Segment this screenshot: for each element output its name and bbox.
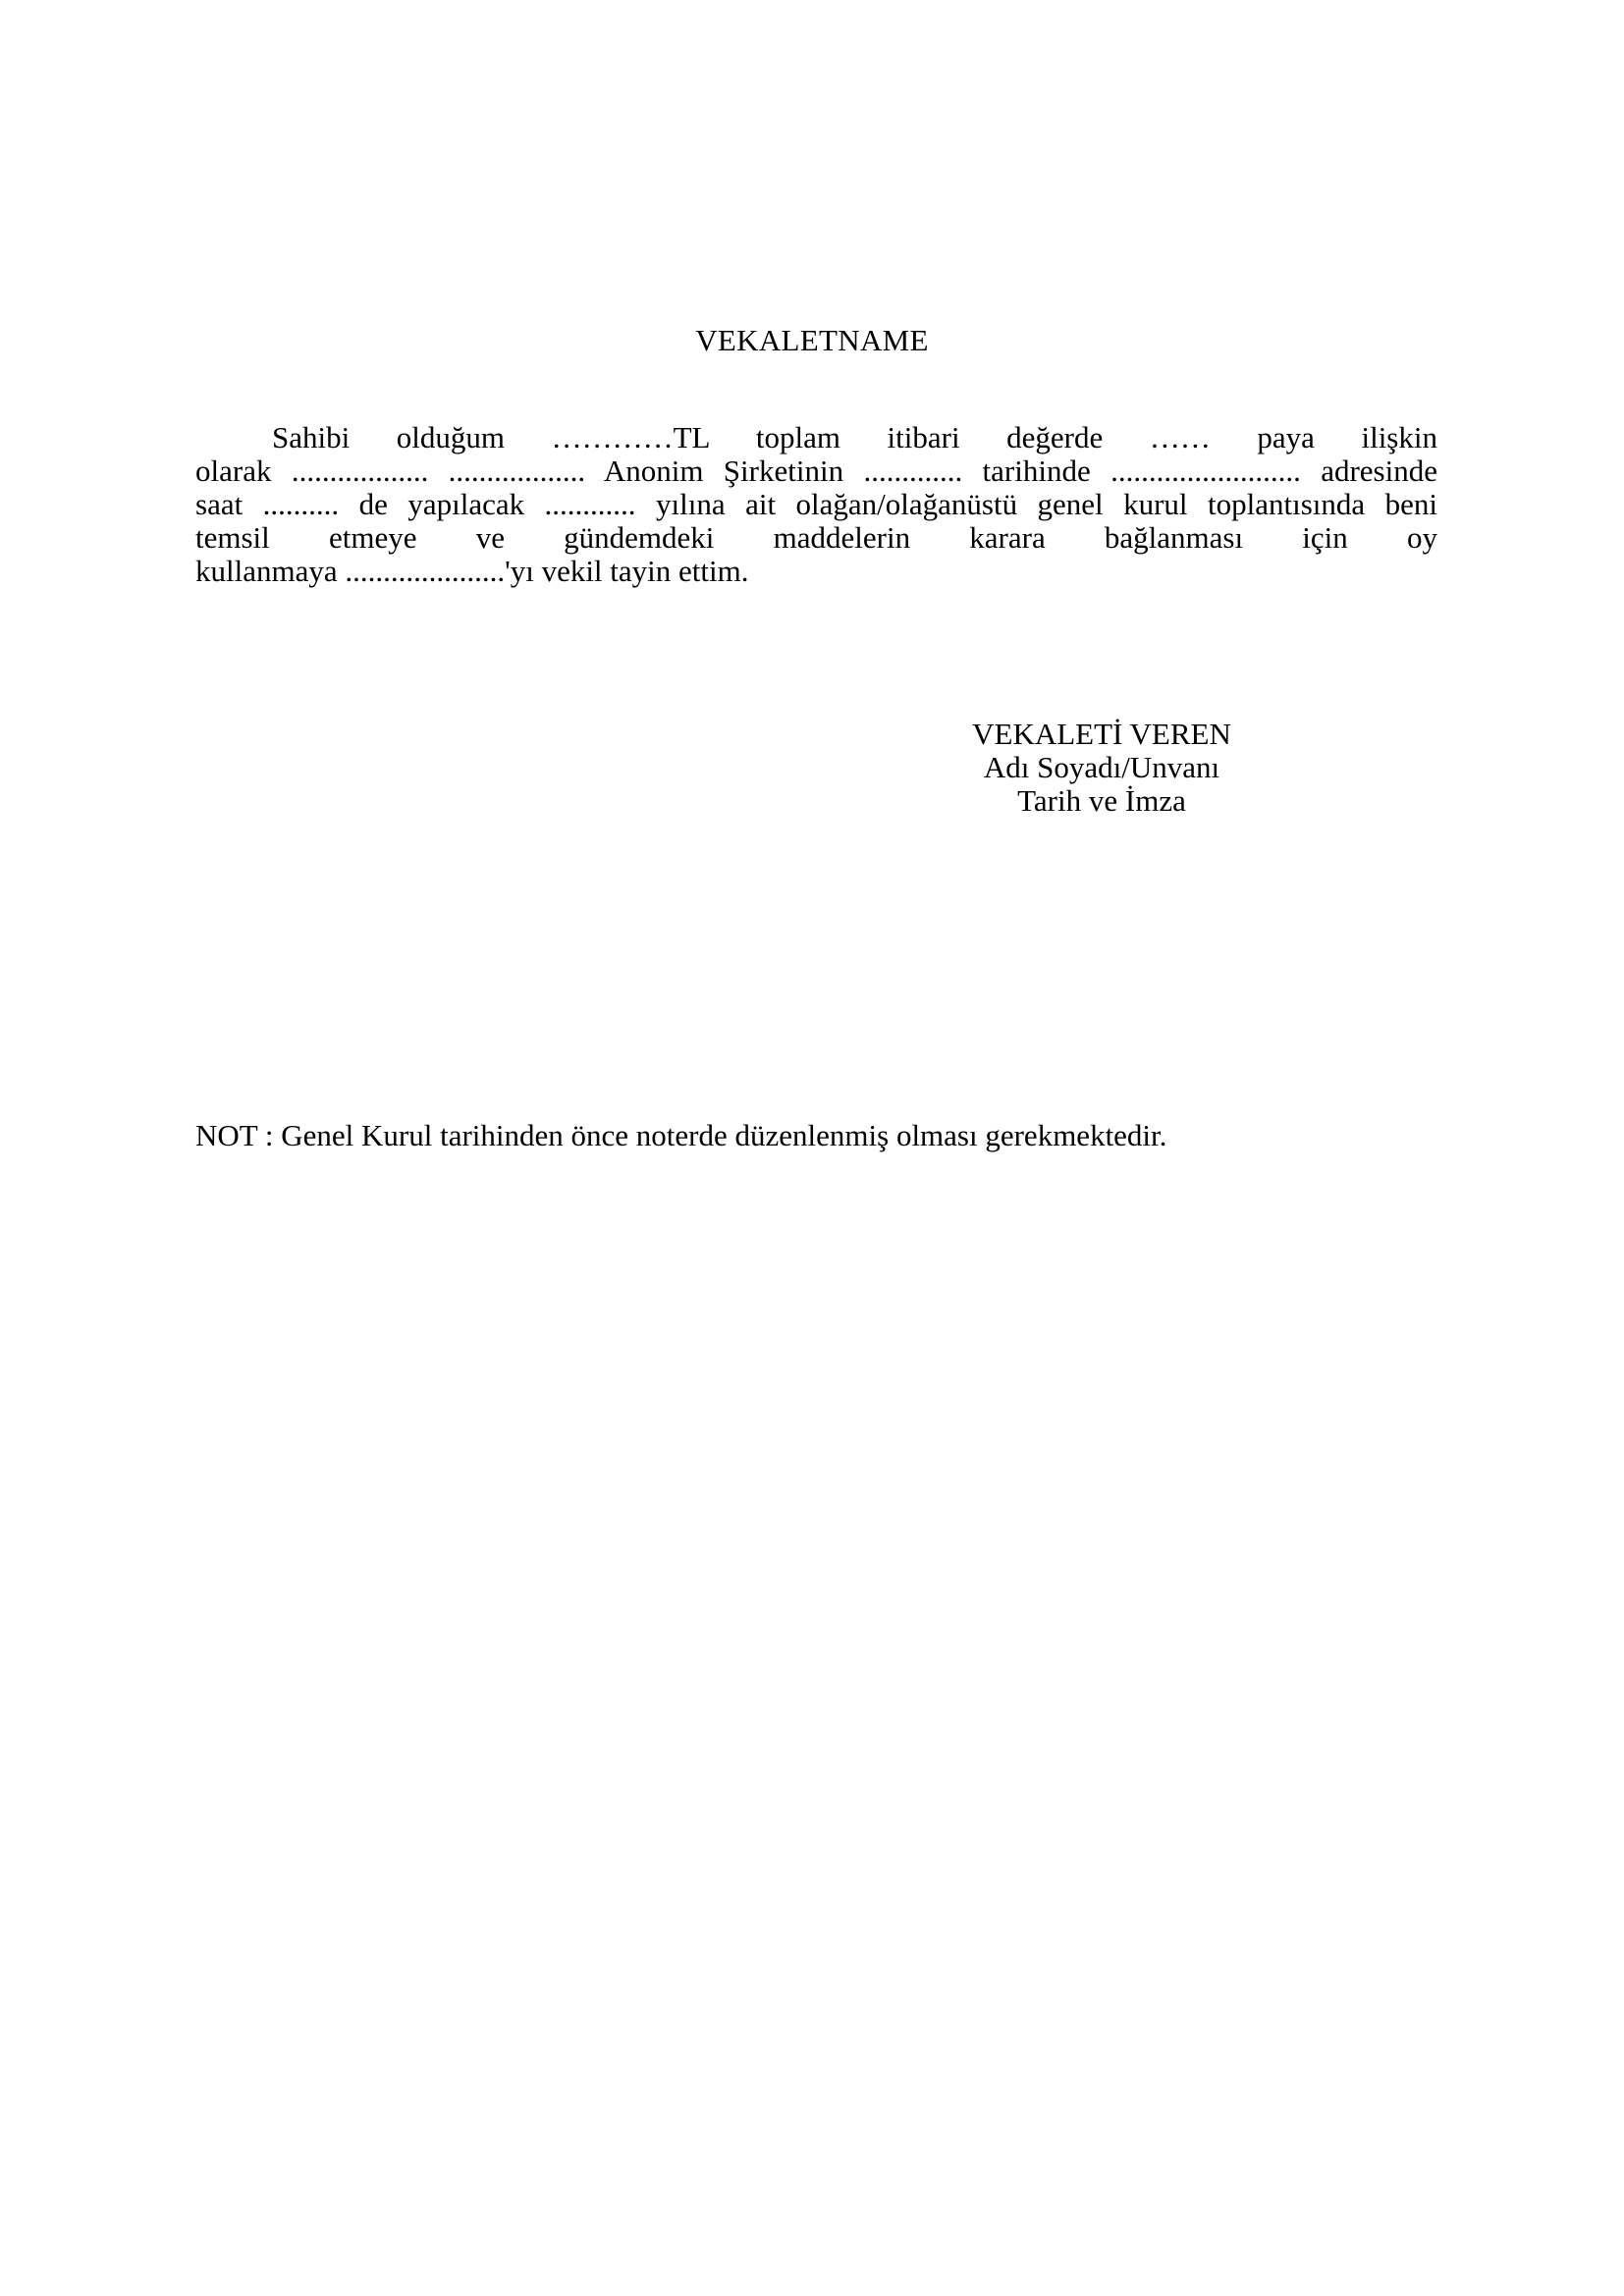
signature-name-line: Adı Soyadı/Unvanı	[983, 750, 1220, 784]
proxy-paragraph	[195, 421, 1437, 588]
signature-date-line: Tarih ve İmza	[1017, 783, 1186, 818]
paragraph-line-1: Sahibi olduğum …………TL toplam itibari değerde …… paya ilişkin	[272, 420, 1437, 454]
footnote: NOT : Genel Kurul tarihinden önce noterde düzenlenmiş olması gerekmektedir.	[195, 1118, 1167, 1152]
signature-block	[905, 718, 1298, 818]
paragraph-line-3: saat .......... de yapılacak ............ yılına ait olağan/olağanüstü genel kurul toplantısında beni	[195, 487, 1437, 521]
signature-heading: VEKALETİ VEREN	[972, 717, 1231, 751]
paragraph-line-2: olarak .................. .................. Anonim Şirketinin ............. tarihinde ......................... adresinde	[195, 454, 1437, 488]
paragraph-line-4: temsil etmeye ve gündemdeki maddelerin karara bağlanması için oy	[195, 520, 1437, 555]
document-title: VEKALETNAME	[695, 323, 929, 357]
paragraph-line-5: kullanmaya .....................'yı vekil tayin ettim.	[195, 554, 749, 588]
